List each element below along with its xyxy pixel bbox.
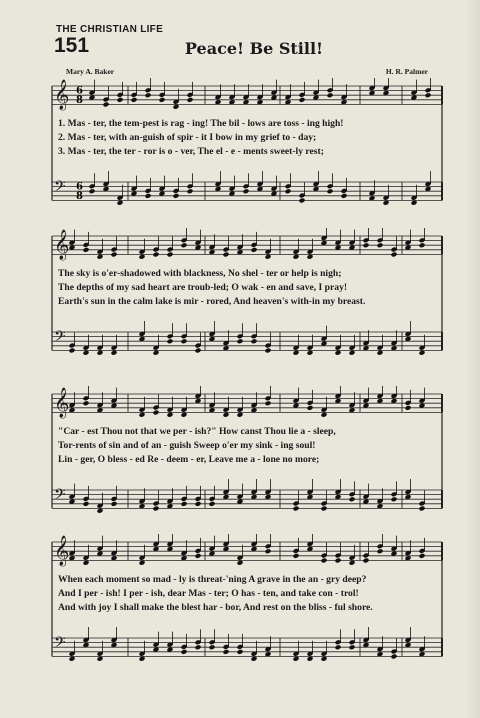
note-head (159, 97, 166, 103)
note-head (299, 97, 306, 103)
note-head (405, 405, 412, 411)
time-signature: 8 (76, 95, 83, 106)
note-head (89, 188, 96, 194)
treble-clef-icon: 𝄞 (54, 536, 70, 566)
note-head (237, 649, 244, 655)
note-head (111, 501, 118, 507)
note-head (265, 548, 272, 554)
time-signature: 6 (76, 181, 83, 193)
note-head (187, 188, 194, 194)
note-head (181, 649, 188, 655)
bass-staff (52, 328, 442, 350)
note-head (181, 338, 188, 344)
music-system-1 (0, 78, 480, 248)
note-head (293, 506, 300, 512)
lyric-line: Tor-rents of sin and of an - guish Sweep o'er my sink - ing soul! (58, 440, 316, 451)
note-head (335, 558, 342, 564)
treble-staff (52, 229, 442, 261)
note-head (187, 97, 194, 103)
bass-clef-icon: 𝄢 (54, 634, 66, 655)
time-signature: 6 (76, 85, 83, 97)
note-head (209, 644, 216, 650)
note-head (363, 242, 370, 248)
note-head (223, 252, 230, 258)
note-head (195, 348, 202, 354)
lyric-line: Lin - ger, O bless - ed Re - deem - er, Leave me a - lone no more; (58, 454, 320, 465)
note-head (327, 188, 334, 194)
note-head (251, 247, 258, 253)
note-head (349, 644, 356, 650)
music-system-3 (0, 386, 480, 556)
section-label: THE CHRISTIAN LIFE (56, 24, 164, 35)
note-head (167, 252, 174, 258)
treble-clef-icon: 𝄞 (54, 230, 70, 260)
note-head (265, 400, 272, 406)
note-head (377, 548, 384, 554)
note-head (299, 198, 306, 204)
note-head (173, 193, 180, 199)
treble-clef-icon: 𝄞 (54, 80, 70, 110)
bass-clef-icon: 𝄢 (54, 486, 66, 507)
note-head (195, 553, 202, 559)
note-head (391, 496, 398, 502)
music-system-2 (0, 228, 480, 398)
note-head (243, 188, 250, 194)
lyric-line: "Car - est Thou not that we per - ish?" How canst Thou lie a - sleep, (58, 426, 336, 437)
lyric-line: 1. Mas - ter, the tem-pest is rag - ing! The bil - lows are toss - ing high! (58, 118, 344, 129)
music-notation-2 (0, 228, 480, 398)
hymn-title: Peace! Be Still! (184, 39, 324, 58)
note-head (131, 97, 138, 103)
bass-staff (52, 486, 442, 508)
music-notation-4 (0, 534, 480, 704)
author-credit: Mary A. Baker (66, 67, 115, 76)
note-head (285, 188, 292, 194)
note-head (377, 242, 384, 248)
note-head (419, 553, 426, 559)
note-head (167, 338, 174, 344)
treble-staff (52, 535, 442, 567)
music-notation-3 (0, 386, 480, 556)
hymn-number: 151 (54, 34, 90, 57)
music-notation-1 (0, 78, 480, 248)
note-head (153, 506, 160, 512)
note-head (69, 348, 76, 354)
note-head (153, 410, 160, 416)
lyric-line: 3. Mas - ter, the ter - ror is o - ver, The el - e - ments sweet-ly rest; (58, 146, 324, 157)
note-head (293, 553, 300, 559)
note-head (117, 97, 124, 103)
lyric-line: 2. Mas - ter, with an-guish of spir - it I bow in my grief to - day; (58, 132, 317, 143)
note-head (425, 92, 432, 98)
bass-staff (52, 634, 442, 656)
lyric-line: The sky is o'er-shadowed with blackness, No shel - ter or help is nigh; (58, 268, 342, 279)
note-head (321, 506, 328, 512)
note-head (181, 501, 188, 507)
treble-staff (52, 387, 442, 419)
music-system-4 (0, 534, 480, 704)
bass-clef-icon: 𝄢 (54, 328, 66, 349)
note-head (195, 644, 202, 650)
note-head (103, 102, 110, 108)
note-head (83, 501, 90, 507)
note-head (153, 252, 160, 258)
note-head (327, 92, 334, 98)
treble-staff (52, 79, 442, 111)
note-head (195, 501, 202, 507)
note-head (349, 496, 356, 502)
note-head (419, 506, 426, 512)
note-head (237, 338, 244, 344)
treble-clef-icon: 𝄞 (54, 388, 70, 418)
note-head (307, 405, 314, 411)
note-head (391, 252, 398, 258)
note-head (83, 400, 90, 406)
lyric-line: When each moment so mad - ly is threat-'ning A grave in the an - gry deep? (58, 574, 367, 585)
time-signature: 8 (76, 191, 83, 202)
note-head (265, 348, 272, 354)
note-head (209, 501, 216, 507)
note-head (145, 193, 152, 199)
note-head (83, 247, 90, 253)
composer-credit: H. R. Palmer (385, 67, 428, 76)
note-head (341, 193, 348, 199)
note-head (181, 242, 188, 248)
lyric-line: The depths of my sad heart are troub-led; O wak - en and save, I pray! (58, 282, 348, 293)
note-head (391, 654, 398, 660)
note-head (111, 252, 118, 258)
lyric-line: Earth's sun in the calm lake is mir - rored, And heaven's with-in my breast. (58, 296, 366, 307)
note-head (335, 644, 342, 650)
lyric-line: And with joy I shall make the blest har - bor, And rest on the bliss - ful shore. (58, 602, 373, 613)
note-head (251, 338, 258, 344)
note-head (145, 92, 152, 98)
page-edge-shadow (466, 0, 480, 718)
lyric-line: And I per - ish! I per - ish, dear Mas - ter; O has - ten, and take con - trol! (58, 588, 359, 599)
note-head (419, 242, 426, 248)
note-head (321, 558, 328, 564)
note-head (363, 558, 370, 564)
bass-clef-icon: 𝄢 (54, 178, 66, 199)
note-head (223, 649, 230, 655)
